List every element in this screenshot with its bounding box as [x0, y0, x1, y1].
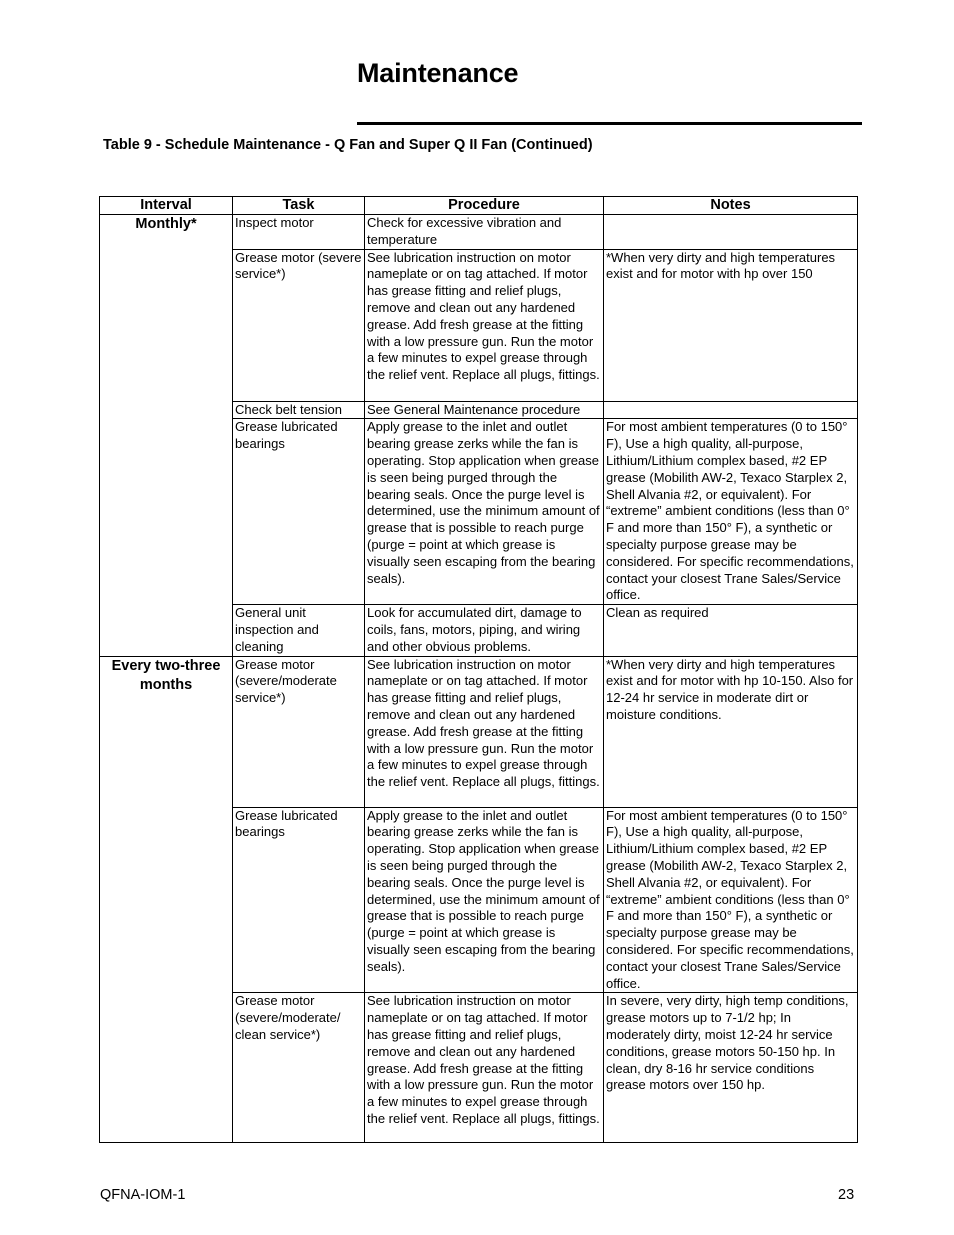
task-cell: Check belt tension [233, 401, 365, 419]
table-header-row [100, 197, 858, 215]
procedure-cell: See lubrication instruction on motor nameplate or on tag attached. If motor has grease fitting and relief plugs, remove and clean out any hardened grease. Add fresh grease at the fitting with a low pressure gun. Run the motor a few minutes to expel grease through the relief vent. Replace all plugs, fittings. [365, 656, 604, 807]
task-cell: Grease lubricated bearings [233, 419, 365, 605]
interval-cell: Monthly* [100, 215, 233, 657]
procedure-cell: See lubrication instruction on motor nameplate or on tag attached. If motor has grease fitting and relief plugs, remove and clean out any hardened grease. Add fresh grease at the fitting with a low pressure gun. Run the motor a few minutes to expel grease through the relief vent. Replace all plugs, fittings. [365, 249, 604, 401]
notes-cell: *When very dirty and high temperatures exist and for motor with hp over 150 [604, 249, 858, 401]
procedure-cell: Apply grease to the inlet and outlet bearing grease zerks while the fan is operating. Stop application when grease is seen being purged through the bearing seals. Once the purge level is determined, use the minimum amount of grease that is possible to reach purge (purge = point at which grease is visually seen escaping from the bearing seals). [365, 807, 604, 993]
notes-cell [604, 401, 858, 419]
page-title: Maintenance [357, 58, 519, 88]
notes-cell: In severe, very dirty, high temp conditions, grease motors up to 7-1/2 hp; In moderately dirty, moist 12-24 hr service conditions, grease motors 50-150 hp. In clean, dry 8-16 hr service conditions grease motors over 150 hp. [604, 993, 858, 1143]
procedure-cell: Apply grease to the inlet and outlet bearing grease zerks while the fan is operating. Stop application when grease is seen being purged through the bearing seals. Once the purge level is determined, use the minimum amount of grease that is possible to reach purge (purge = point at which grease is visually seen escaping from the bearing seals). [365, 419, 604, 605]
table-row [100, 656, 858, 807]
task-cell: Grease motor (severe/moderate service*) [233, 656, 365, 807]
table-row [100, 215, 858, 250]
procedure-cell: Look for accumulated dirt, damage to coils, fans, motors, piping, and wiring and other obvious problems. [365, 605, 604, 656]
procedure-cell: Check for excessive vibration and temperature [365, 215, 604, 250]
notes-cell: For most ambient temperatures (0 to 150° F), Use a high quality, all-purpose, Lithium/Lithium complex based, #2 EP grease (Mobilith AW-2, Texaco Starplex 2, Shell Alvania #2, or equivalent). For “extreme” ambient conditions (less than 0° F and more than 150° F), a synthetic or specialty purpose grease may be considered. For specific recommendations, contact your closest Trane Sales/Service office. [604, 807, 858, 993]
footer-page-number: 23 [838, 1187, 855, 1203]
task-cell: Grease motor (severe service*) [233, 249, 365, 401]
task-cell: Grease lubricated bearings [233, 807, 365, 993]
task-cell: General unit inspection and cleaning [233, 605, 365, 656]
notes-cell: Clean as required [604, 605, 858, 656]
task-cell: Grease motor (severe/moderate/ clean service*) [233, 993, 365, 1143]
notes-cell: For most ambient temperatures (0 to 150° F), Use a high quality, all-purpose, Lithium/Lithium complex based, #2 EP grease (Mobilith AW-2, Texaco Starplex 2, Shell Alvania #2, or equivalent). For “extreme” ambient conditions (less than 0° F and more than 150° F), a synthetic or specialty purpose grease may be considered. For specific recommendations, contact your closest Trane Sales/Service office. [604, 419, 858, 605]
column-header-procedure: Procedure [365, 197, 604, 215]
table-caption: Table 9 - Schedule Maintenance - Q Fan and Super Q II Fan (Continued) [103, 137, 593, 153]
column-header-notes: Notes [604, 197, 858, 215]
notes-cell: *When very dirty and high temperatures exist and for motor with hp 10-150. Also for 12-24 hr service in moderate dirt or moisture conditions. [604, 656, 858, 807]
notes-cell [604, 215, 858, 250]
procedure-cell: See General Maintenance procedure [365, 401, 604, 419]
column-header-task: Task [233, 197, 365, 215]
maintenance-schedule-table [99, 196, 858, 1143]
interval-cell: Every two-three months [100, 656, 233, 1143]
task-cell: Inspect motor [233, 215, 365, 250]
column-header-interval: Interval [100, 197, 233, 215]
title-divider [357, 122, 862, 125]
procedure-cell: See lubrication instruction on motor nameplate or on tag attached. If motor has grease fitting and relief plugs, remove and clean out any hardened grease. Add fresh grease at the fitting with a low pressure gun. Run the motor a few minutes to expel grease through the relief vent. Replace all plugs, fittings. [365, 993, 604, 1143]
footer-document-id: QFNA-IOM-1 [100, 1187, 186, 1203]
